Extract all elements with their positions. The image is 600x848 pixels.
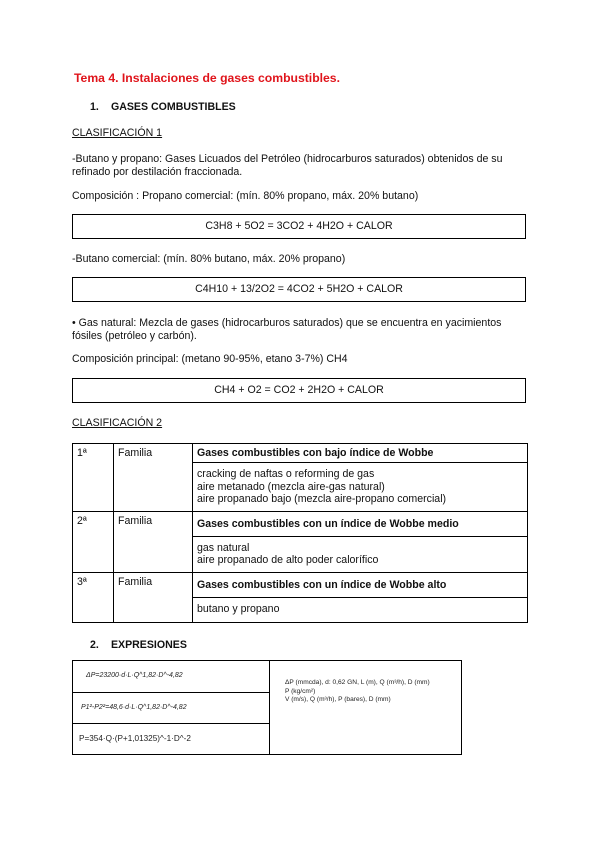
units-note: ΔP (mmcda), d: 0,62 GN, L (m), Q (m³/h), D (mm) xyxy=(285,679,430,686)
expresiones-box xyxy=(72,660,462,755)
familia-label: Familia xyxy=(114,444,193,512)
familia-items xyxy=(193,463,528,511)
formula-row xyxy=(73,661,269,693)
list-item: aire metanado (mezcla aire-gas natural) xyxy=(197,480,385,493)
list-item: aire propanado bajo (mezcla aire-propano comercial) xyxy=(197,493,447,506)
clasificacion-1-heading: CLASIFICACIÓN 1 xyxy=(72,127,163,139)
familia-number: 1ª xyxy=(73,444,114,512)
formulas-column xyxy=(73,661,270,754)
familia-number: 2ª xyxy=(73,511,114,572)
section-number: 1. xyxy=(90,101,99,113)
equation-metano: CH4 + O2 = CO2 + 2H2O + CALOR xyxy=(72,378,526,403)
units-note: V (m/s), Q (m³/h), P (bares), D (mm) xyxy=(285,696,391,703)
familia-items xyxy=(193,537,528,573)
familias-table xyxy=(72,443,528,623)
section-heading-gases xyxy=(90,101,236,113)
table-row xyxy=(73,444,528,463)
formula-row xyxy=(73,723,269,754)
formula-presion-baja: ΔP=23200·d·L·Q^1,82·D^-4,82 xyxy=(86,672,183,679)
formula-velocidad: P=354·Q·(P+1,01325)^-1·D^-2 xyxy=(79,734,191,743)
units-notes xyxy=(285,679,460,705)
page-title: Tema 4. Instalaciones de gases combustibles. xyxy=(74,71,340,85)
butano-propano-paragraph: -Butano y propano: Gases Licuados del Petróleo (hidrocarburos saturados) obtenidos de su refinado por destilación fraccionada. xyxy=(72,153,503,178)
butano-comercial: -Butano comercial: (mín. 80% butano, máx. 20% propano) xyxy=(72,253,346,265)
table-row xyxy=(73,572,528,597)
formula-presion-media: P1²-P2²=48,6·d·L·Q^1,82·D^-4,82 xyxy=(81,704,187,711)
formula-row xyxy=(73,692,269,724)
familia-heading: Gases combustibles con un índice de Wobbe alto xyxy=(193,572,528,597)
gas-natural-paragraph: • Gas natural: Mezcla de gases (hidrocarburos saturados) que se encuentra en yacimientos fósiles (petróleo y carbón). xyxy=(72,317,502,342)
equation-butano: C4H10 + 13/2O2 = 4CO2 + 5H2O + CALOR xyxy=(72,277,526,302)
familia-number: 3ª xyxy=(73,572,114,622)
familia-label: Familia xyxy=(114,572,193,622)
equation-propano: C3H8 + 5O2 = 3CO2 + 4H2O + CALOR xyxy=(72,214,526,239)
units-note: P (kg/cm²) xyxy=(285,687,316,695)
composicion-principal: Composición principal: (metano 90-95%, etano 3-7%) CH4 xyxy=(72,353,348,365)
list-item: butano y propano xyxy=(197,603,280,616)
list-item: cracking de naftas o reforming de gas xyxy=(197,468,375,481)
section-heading-expresiones xyxy=(90,639,187,651)
section-number: 2. xyxy=(90,639,99,651)
list-item: aire propanado de alto poder calorífico xyxy=(197,554,379,567)
familia-heading: Gases combustibles con un índice de Wobbe medio xyxy=(193,511,528,536)
familia-heading: Gases combustibles con bajo índice de Wobbe xyxy=(193,444,528,463)
composicion-propano: Composición : Propano comercial: (mín. 80% propano, máx. 20% butano) xyxy=(72,190,419,202)
clasificacion-2-heading: CLASIFICACIÓN 2 xyxy=(72,417,163,429)
familia-label: Familia xyxy=(114,511,193,572)
section-label: GASES COMBUSTIBLES xyxy=(110,101,236,113)
familia-items xyxy=(193,598,528,622)
table-row xyxy=(73,511,528,536)
list-item: gas natural xyxy=(197,542,250,555)
section-label: EXPRESIONES xyxy=(110,639,187,651)
